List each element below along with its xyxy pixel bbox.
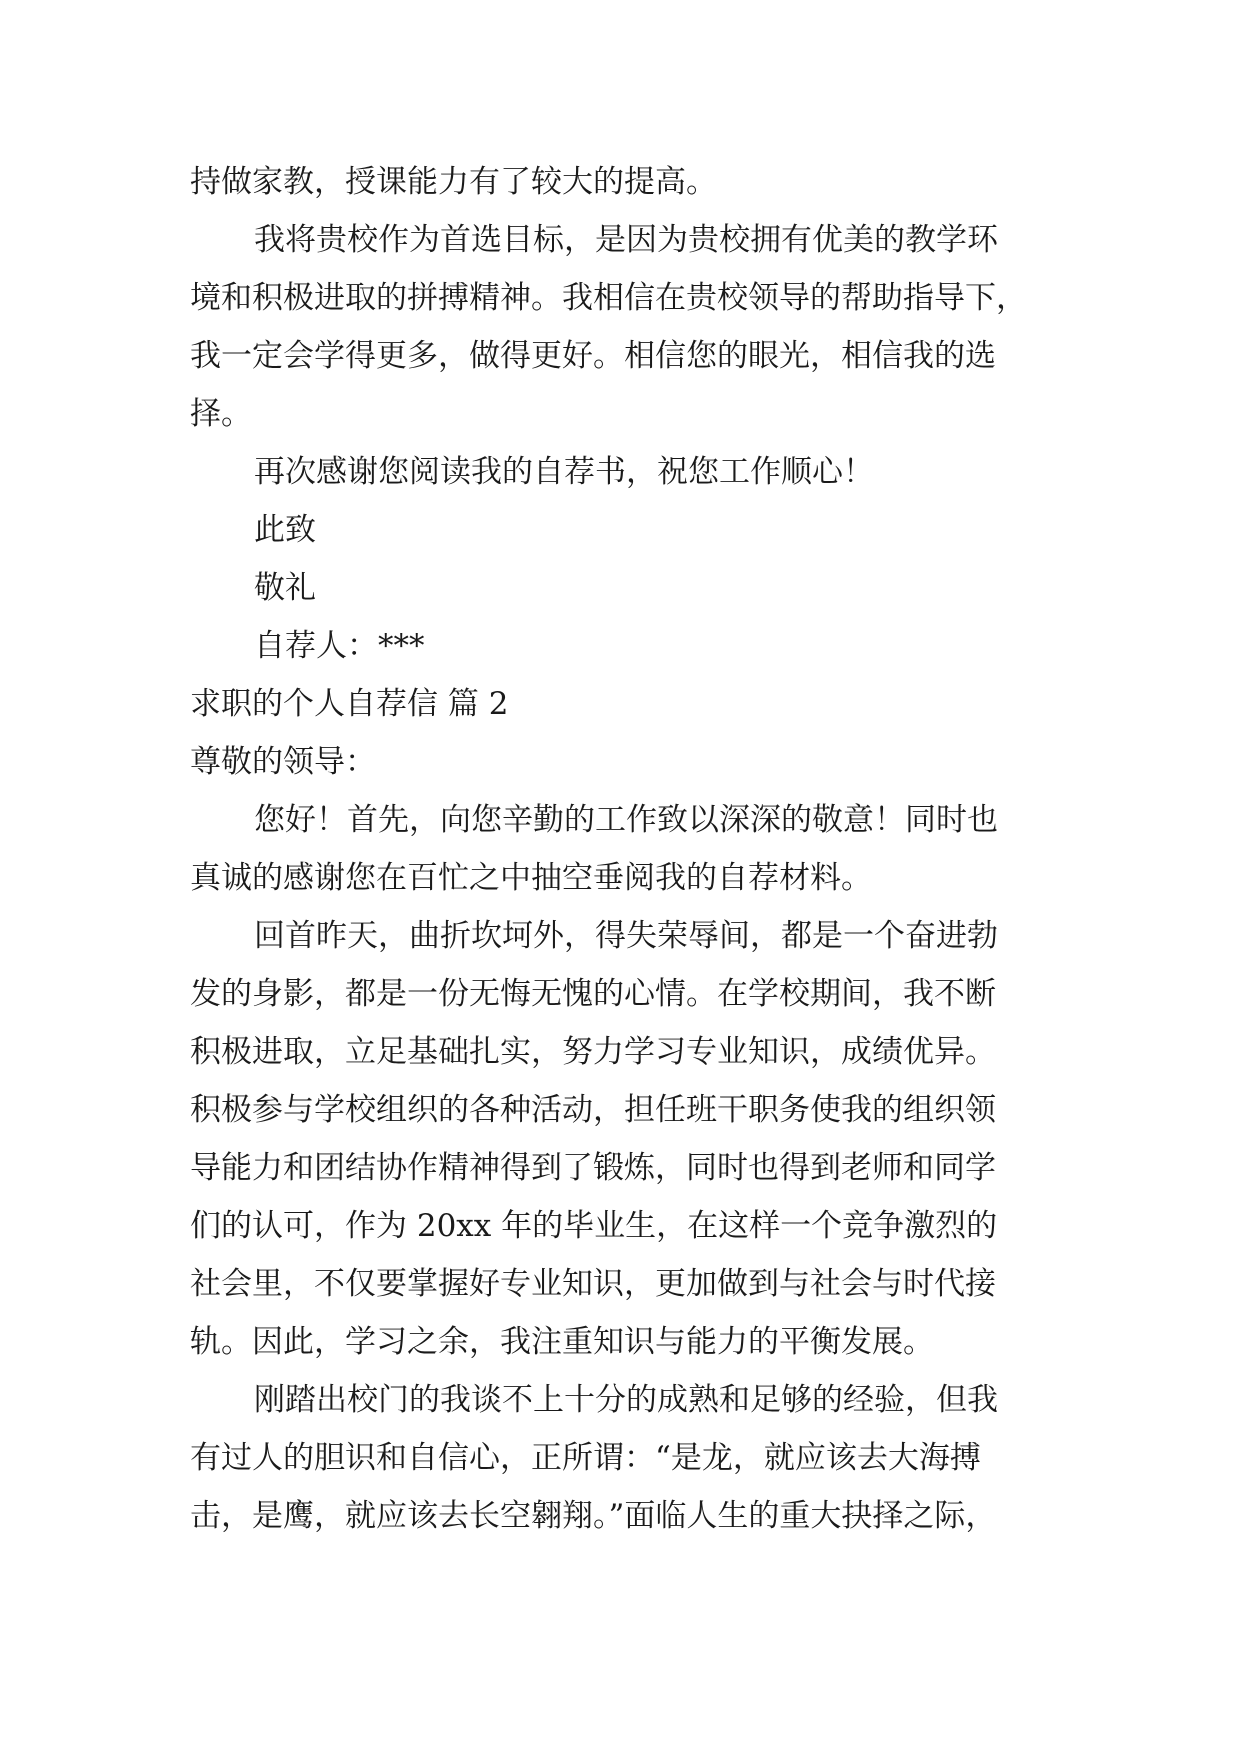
paragraph-line: 境和积极进取的拼搏精神。我相信在贵校领导的帮助指导下， xyxy=(190,280,1027,316)
closing-line: 此致 xyxy=(254,512,316,548)
closing-line: 敬礼 xyxy=(254,570,316,606)
paragraph-line: 刚踏出校门的我谈不上十分的成熟和足够的经验，但我 xyxy=(254,1382,998,1418)
paragraph-line: 积极参与学校组织的各种活动，担任班干职务使我的组织领 xyxy=(190,1092,996,1128)
paragraph-line: 有过人的胆识和自信心，正所谓：“是龙，就应该去大海搏 xyxy=(190,1440,981,1476)
paragraph-line: 您好！首先，向您辛勤的工作致以深深的敬意！同时也 xyxy=(254,802,998,838)
paragraph-line: 们的认可，作为 20xx 年的毕业生，在这样一个竞争激烈的 xyxy=(190,1208,998,1244)
paragraph-line: 我将贵校作为首选目标，是因为贵校拥有优美的教学环 xyxy=(254,222,998,258)
paragraph-line: 社会里，不仅要掌握好专业知识，更加做到与社会与时代接 xyxy=(190,1266,996,1302)
paragraph-line: 导能力和团结协作精神得到了锻炼，同时也得到老师和同学 xyxy=(190,1150,996,1186)
paragraph-line: 回首昨天，曲折坎坷外，得失荣辱间，都是一个奋进勃 xyxy=(254,918,998,954)
signature-line: 自荐人：*** xyxy=(254,628,425,664)
paragraph-line: 发的身影，都是一份无悔无愧的心情。在学校期间，我不断 xyxy=(190,976,996,1012)
paragraph-line: 再次感谢您阅读我的自荐书，祝您工作顺心！ xyxy=(254,454,874,490)
paragraph-line: 持做家教，授课能力有了较大的提高。 xyxy=(190,164,717,200)
paragraph-line: 积极进取，立足基础扎实，努力学习专业知识，成绩优异。 xyxy=(190,1034,996,1070)
section-title: 求职的个人自荐信 篇 2 xyxy=(190,686,509,722)
paragraph-line: 击，是鹰，就应该去长空翱翔。”面临人生的重大抉择之际， xyxy=(190,1498,997,1534)
salutation-line: 尊敬的领导： xyxy=(190,744,376,780)
paragraph-line: 我一定会学得更多，做得更好。相信您的眼光，相信我的选 xyxy=(190,338,996,374)
paragraph-line: 真诚的感谢您在百忙之中抽空垂阅我的自荐材料。 xyxy=(190,860,872,896)
paragraph-line: 择。 xyxy=(190,396,252,432)
paragraph-line: 轨。因此，学习之余，我注重知识与能力的平衡发展。 xyxy=(190,1324,934,1360)
